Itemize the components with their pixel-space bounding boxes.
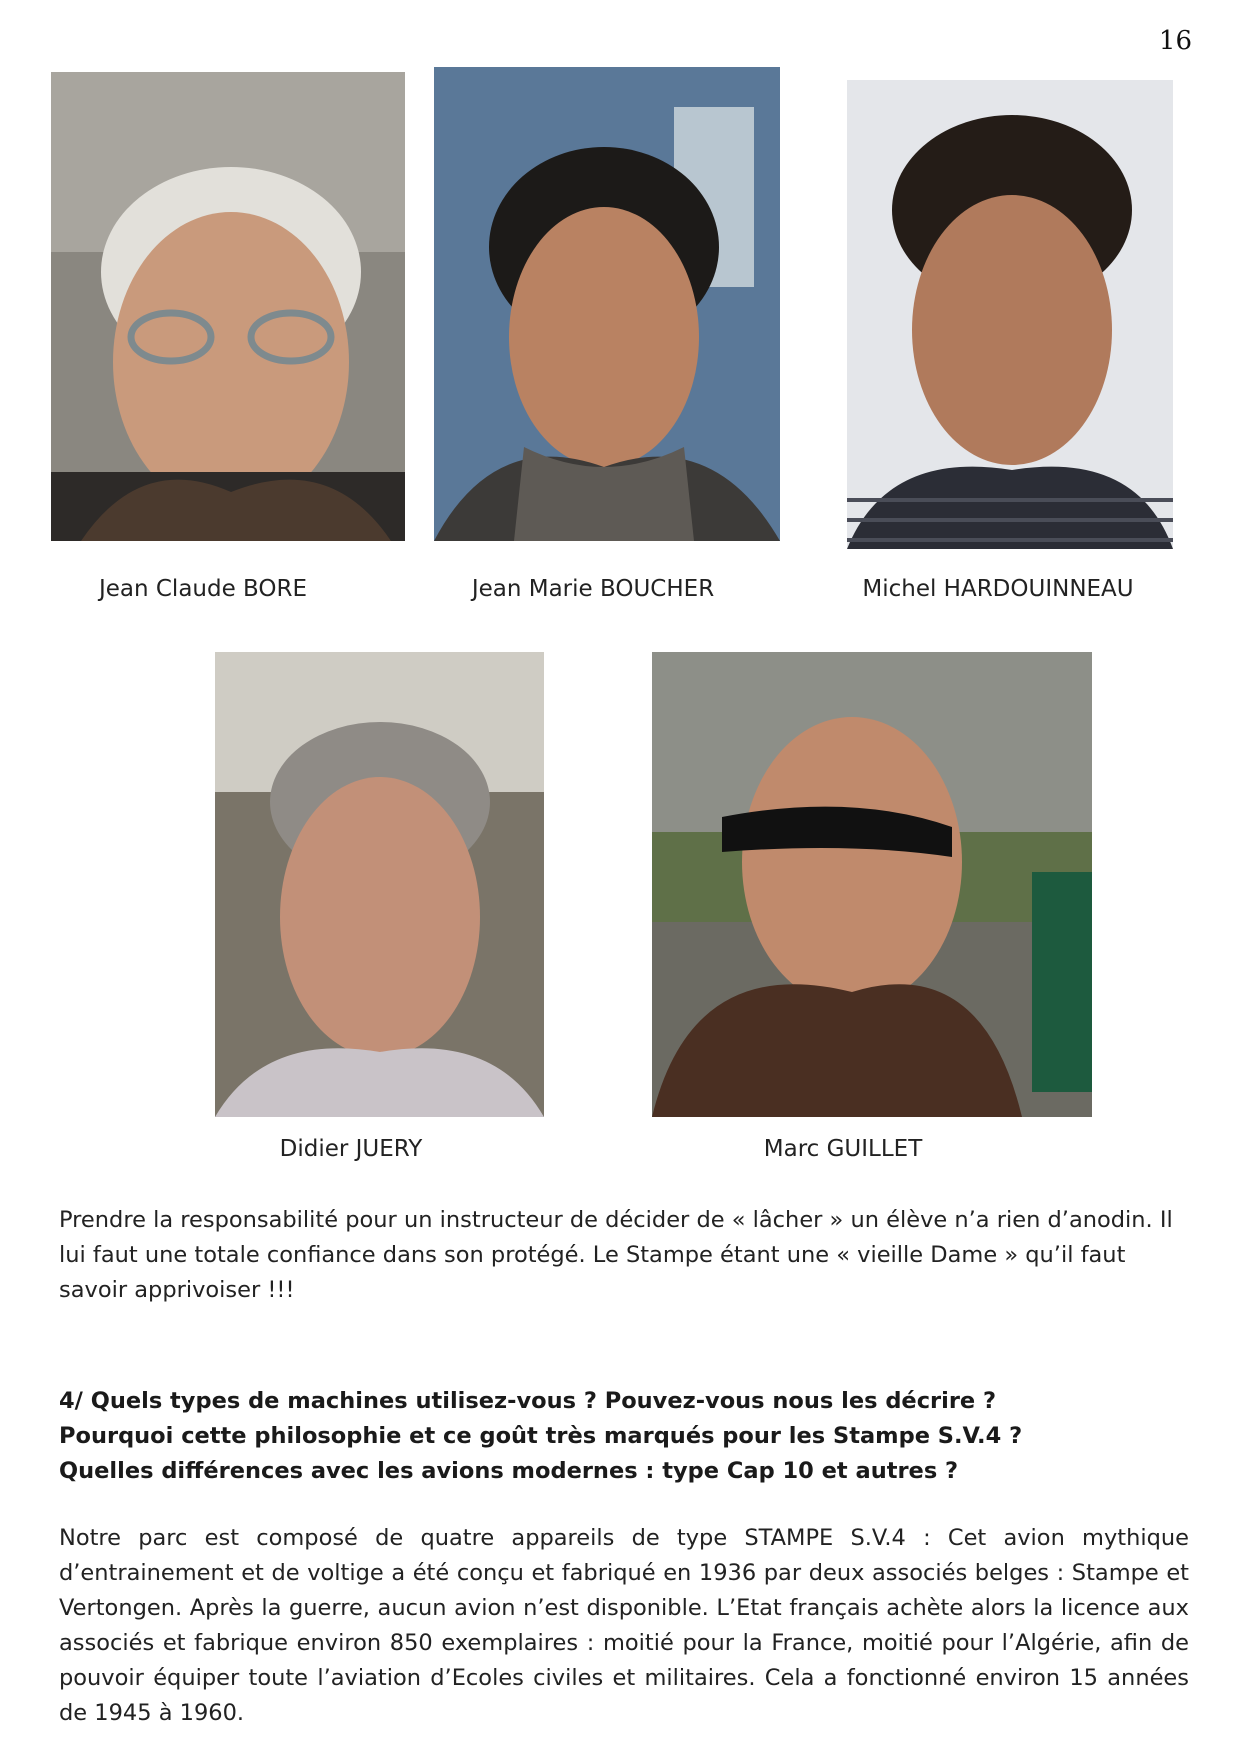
question-line-1: 4/ Quels types de machines utilisez-vous ? Pouvez-vous nous les décrire ?	[59, 1388, 997, 1414]
portrait-caption-1: Jean Claude BORE	[98, 576, 308, 602]
portrait-photo-4	[215, 652, 544, 1117]
intro-paragraph	[59, 1203, 1189, 1308]
portrait-photo-3	[847, 80, 1173, 549]
portrait-caption-2: Jean Marie BOUCHER	[471, 576, 715, 602]
intro-paragraph-text: Prendre la responsabilité pour un instructeur de décider de « lâcher » un élève n’a rien d’anodin. Il lui faut une totale confiance dans son protégé. Le Stampe étant une « vieille Dame » qu’il faut savoir apprivoiser !!!	[59, 1207, 1173, 1303]
portrait-photo-5	[652, 652, 1092, 1117]
answer-paragraph-text: Notre parc est composé de quatre appareils de type STAMPE S.V.4 : Cet avion mythique d’entrainement et de voltige a été conçu et fabriqué en 1936 par deux associés belges : Stampe et Vertongen. Après la guerre, aucun avion n’est disponible. L’Etat français achète alors la licence aux associés et fabrique environ 850 exemplaires : moitié pour la France, moitié pour l’Algérie, afin de pouvoir équiper toute l’aviation d’Ecoles civiles et militaires. Cela a fonctionné environ 15 années de 1945 à 1960.	[59, 1525, 1189, 1726]
portrait-caption-5: Marc GUILLET	[763, 1136, 923, 1162]
portrait-photo-2	[434, 67, 780, 541]
question-line-3: Quelles différences avec les avions modernes : type Cap 10 et autres ?	[59, 1458, 959, 1484]
portrait-photo-1	[51, 72, 405, 541]
interview-question	[59, 1384, 1189, 1489]
answer-paragraph	[59, 1521, 1189, 1731]
page-number: 16	[1158, 26, 1192, 56]
question-line-2: Pourquoi cette philosophie et ce goût très marqués pour les Stampe S.V.4 ?	[59, 1423, 1023, 1449]
portrait-caption-3: Michel HARDOUINNEAU	[862, 576, 1134, 602]
portrait-caption-4: Didier JUERY	[279, 1136, 423, 1162]
